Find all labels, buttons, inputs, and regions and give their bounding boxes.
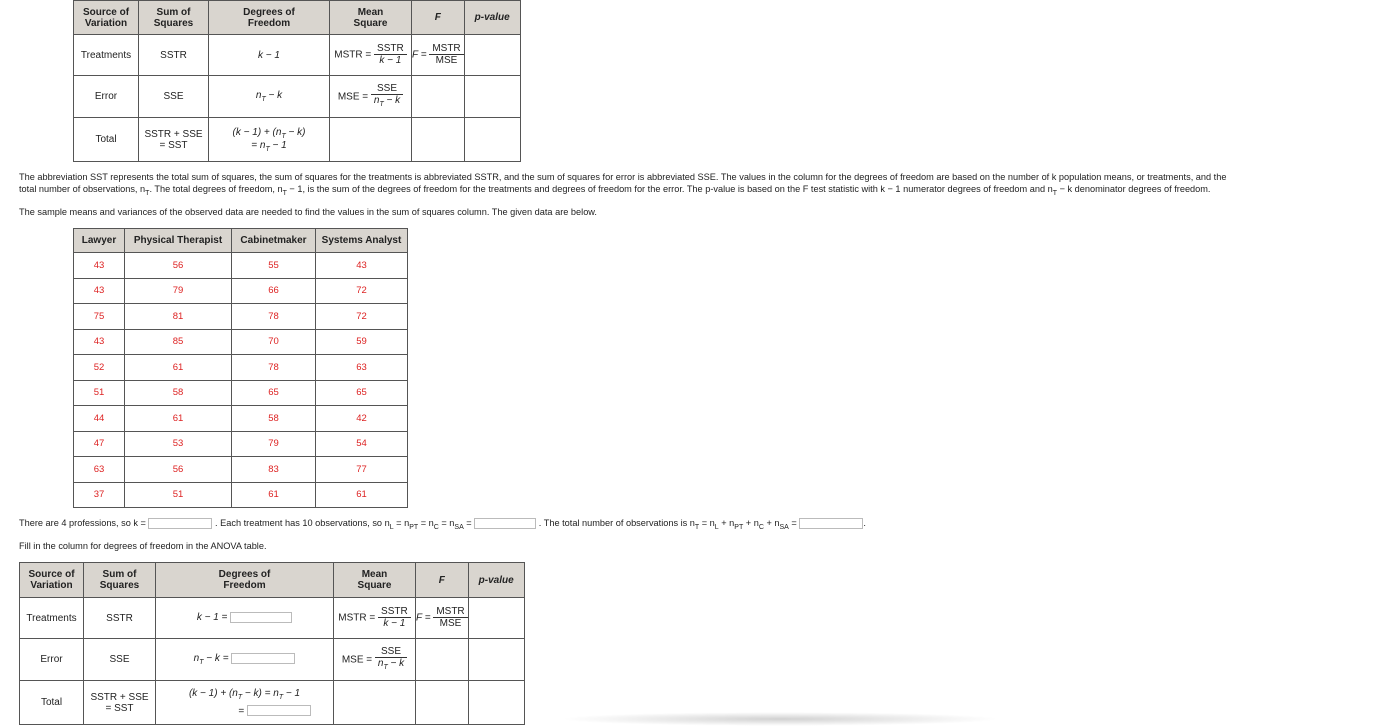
answer-row-label-error: Error [20, 639, 84, 681]
header-p: p-value [464, 1, 520, 35]
header-source: Source of Variation [74, 1, 139, 35]
total-n-input[interactable] [799, 518, 863, 529]
f-error [412, 76, 465, 118]
table-cell: 43 [74, 253, 125, 279]
table-cell: 58 [125, 380, 232, 406]
df-treatments-input[interactable] [230, 612, 292, 623]
table-cell: 42 [316, 406, 408, 432]
ss-treatments: SSTR [139, 35, 209, 76]
table-row [74, 355, 408, 381]
answer-f-total [416, 681, 469, 725]
table-cell: 78 [232, 304, 316, 330]
table-row [74, 329, 408, 355]
p-error [464, 76, 520, 118]
answer-header-source: Source of Variation [20, 563, 84, 598]
answer-header-ss: Sum of Squares [84, 563, 156, 598]
table-cell: 55 [232, 253, 316, 279]
answer-f-error [416, 639, 469, 681]
table-row [74, 380, 408, 406]
data-intro-text: The sample means and variances of the observed data are needed to find the values in the sum of squares column. The given data are below. [19, 207, 597, 217]
table-cell: 43 [74, 278, 125, 304]
answer-ss-treatments: SSTR [84, 598, 156, 639]
anova-template-table [73, 0, 521, 162]
table-cell: 44 [74, 406, 125, 432]
col-header-physical-therapist: Physical Therapist [125, 229, 232, 253]
page-shadow [560, 712, 1000, 726]
ms-total [330, 118, 412, 162]
col-header-systems-analyst: Systems Analyst [316, 229, 408, 253]
table-cell: 43 [74, 329, 125, 355]
table-cell: 61 [125, 406, 232, 432]
table-cell: 51 [125, 482, 232, 508]
question-line: There are 4 professions, so k = . Each treatment has 10 observations, so $n_L = n_{PT} = n_C = n_{SA}$ = . The total number of observations is $n_T = n_L + n_{PT} + n_C + n_{SA}$ = . [19, 518, 866, 531]
table-cell: 61 [316, 482, 408, 508]
table-row [74, 253, 408, 279]
table-cell: 78 [232, 355, 316, 381]
answer-ms-error: MSE = $\frac{\text{SSE}}{n_T - k}$ [334, 639, 416, 681]
table-cell: 79 [232, 431, 316, 457]
answer-header-df: Degrees of Freedom [156, 563, 334, 598]
df-total-input[interactable] [247, 705, 311, 716]
f-total [412, 118, 465, 162]
explanation-line-2: total number of observations, $n_T$. The total degrees of freedom, $n_T - 1$, is the sum of the degrees of freedom for the treatments and degrees of freedom for the error. The p-value is based on the F test statistic with k − 1 numerator degrees of freedom and $n_T - k$ denominator degrees of freedom. [19, 184, 1211, 197]
answer-ms-treatments: MSTR = $\frac{\text{SSTR}}{k - 1}$ [334, 598, 416, 639]
table-cell: 70 [232, 329, 316, 355]
answer-p-error [468, 639, 524, 681]
explanation-paragraph [19, 171, 1379, 200]
header-f: F [412, 1, 465, 35]
table-cell: 61 [232, 482, 316, 508]
fill-instruction: Fill in the column for degrees of freedom in the ANOVA table. [19, 541, 267, 551]
answer-header-ms: Mean Square [334, 563, 416, 598]
header-ms: Mean Square [330, 1, 412, 35]
table-cell: 63 [316, 355, 408, 381]
table-cell: 56 [125, 253, 232, 279]
header-ss: Sum of Squares [139, 1, 209, 35]
header-df: Degrees of Freedom [209, 1, 330, 35]
answer-header-f: F [416, 563, 469, 598]
table-cell: 83 [232, 457, 316, 483]
row-label-error: Error [74, 76, 139, 118]
table-row [74, 304, 408, 330]
answer-row-label-treatments: Treatments [20, 598, 84, 639]
ss-error: SSE [139, 76, 209, 118]
anova-answer-table [19, 562, 525, 725]
table-cell: 47 [74, 431, 125, 457]
n-prompt: . Each treatment has 10 observations, so n [215, 518, 390, 528]
n-per-treatment-input[interactable] [474, 518, 536, 529]
answer-ss-total: SSTR + SSE = SST [84, 681, 156, 725]
table-cell: 52 [74, 355, 125, 381]
answer-header-p: p-value [468, 563, 524, 598]
table-cell: 66 [232, 278, 316, 304]
table-cell: 63 [74, 457, 125, 483]
df-treatments: k − 1 [209, 35, 330, 76]
f-formula: F = $\frac{\text{MSTR}}{\text{MSE}}$ [412, 35, 465, 76]
table-cell: 65 [232, 380, 316, 406]
answer-df-treatments: k − 1 = [156, 598, 334, 639]
col-header-lawyer: Lawyer [74, 229, 125, 253]
table-cell: 58 [232, 406, 316, 432]
table-row [74, 457, 408, 483]
df-total: $(k - 1) + (n_T - k)$ = $n_T - 1$ [209, 118, 330, 162]
answer-p-total [468, 681, 524, 725]
ss-total: SSTR + SSE = SST [139, 118, 209, 162]
df-error: $n_T - k$ [209, 76, 330, 118]
table-cell: 72 [316, 304, 408, 330]
table-cell: 81 [125, 304, 232, 330]
table-row [74, 278, 408, 304]
table-cell: 43 [316, 253, 408, 279]
ms-error: MSE = $\frac{\text{SSE}}{n_T - k}$ [330, 76, 412, 118]
answer-ss-error: SSE [84, 639, 156, 681]
answer-df-error: $n_T - k$ = [156, 639, 334, 681]
p-total [464, 118, 520, 162]
table-cell: 37 [74, 482, 125, 508]
table-cell: 65 [316, 380, 408, 406]
table-cell: 85 [125, 329, 232, 355]
table-cell: 53 [125, 431, 232, 457]
k-answer-input[interactable] [148, 518, 212, 529]
total-n-prompt: . The total number of observations is n [538, 518, 695, 528]
row-label-treatments: Treatments [74, 35, 139, 76]
p-treatments [464, 35, 520, 76]
table-cell: 77 [316, 457, 408, 483]
table-cell: 56 [125, 457, 232, 483]
k-prompt: There are 4 professions, so k = [19, 518, 146, 528]
table-cell: 61 [125, 355, 232, 381]
answer-p-treatments [468, 598, 524, 639]
answer-df-total: $(k - 1) + (n_T - k) = n_T - 1$ = [156, 681, 334, 725]
table-row [74, 482, 408, 508]
table-row [74, 406, 408, 432]
data-table [73, 228, 408, 508]
row-label-total: Total [74, 118, 139, 162]
table-cell: 54 [316, 431, 408, 457]
explanation-line-1: The abbreviation SST represents the total sum of squares, the sum of squares for the treatments is abbreviated SSTR, and the sum of squares for error is abbreviated SSE. The values in the column for the degrees of freedom are based on the number of k population means, or treatments, and the [19, 172, 1227, 182]
table-cell: 59 [316, 329, 408, 355]
table-cell: 75 [74, 304, 125, 330]
answer-f-formula: F = $\frac{\text{MSTR}}{\text{MSE}}$ [416, 598, 469, 639]
answer-ms-total [334, 681, 416, 725]
df-error-input[interactable] [231, 653, 295, 664]
table-row [74, 431, 408, 457]
table-cell: 79 [125, 278, 232, 304]
col-header-cabinetmaker: Cabinetmaker [232, 229, 316, 253]
table-cell: 51 [74, 380, 125, 406]
answer-row-label-total: Total [20, 681, 84, 725]
table-cell: 72 [316, 278, 408, 304]
ms-treatments: MSTR = $\frac{\text{SSTR}}{k - 1}$ [330, 35, 412, 76]
